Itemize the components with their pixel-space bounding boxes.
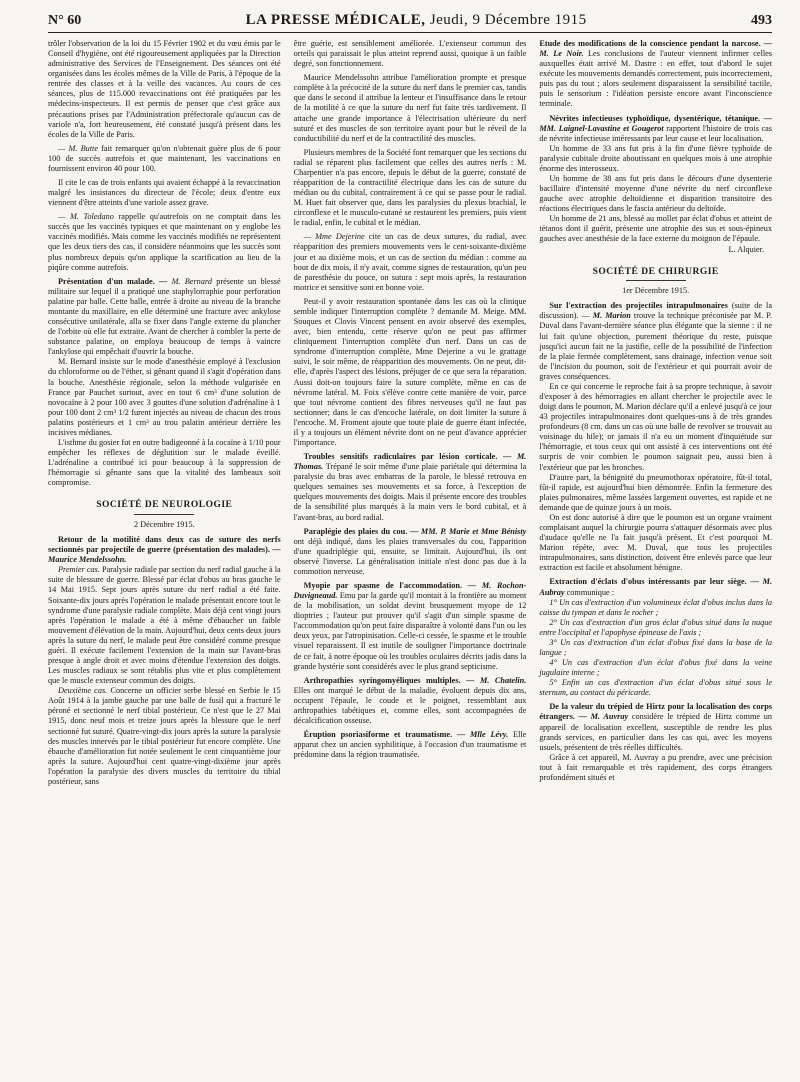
column-2 <box>294 39 527 787</box>
article-title: Troubles sensitifs radiculaires par lésion corticale. — <box>303 452 512 462</box>
paragraph <box>48 686 281 787</box>
paragraph: D'autre part, la bénignité du pneumothorax opératoire, fût-il total, fût-il rapide, est aujourd'hui bien démontrée. Enfin la fermeture des plaies pulmonaires, même lassées largement ouvertes, est rapide et ne demande que de quinze jours à un mois. <box>539 472 773 512</box>
page-header <box>48 12 772 33</box>
speaker-name: Maurice Mendelssohn. <box>48 555 127 565</box>
column-3 <box>539 39 772 787</box>
speaker-name: — Mme Dejerine <box>303 232 365 242</box>
paragraph: On est donc autorisé à dire que le poumon est un organe vraiment complaisant auquel la chirurgie pourra s'attaquer désormais avec plus d'audace qu'elle ne l'a fait jusqu'à présent. Et c'est pourquoi M. Marion répète, avec M. Duval, que tous les projectiles intrapulmonaires, sans distinction, doivent être enlevés parce que leur extraction est facile et absolument bénigne. <box>539 512 773 573</box>
paragraph: trôler l'observation de la loi du 15 Février 1902 et du vœu émis par le Conseil d'hygiène, ont été rigoureusement appliquées par la Direction administrative des Services de l'Enseignement. Des séances ont été organisées dans les écoles mêmes de la Ville de Paris, à l'époque de la rentrée des classes et à la veille des vacances. Au cours de ces séances, plus de 115.000 revaccinations ont été pratiquées par les médecins-inspecteurs. Il est permis de penser que c'est grâce aux précautions prises par l'Administration préfectorale qu'aucun cas de variole n'a, fort heureusement, été constaté jusqu'à présent dans les écoles de la Ville de Paris. <box>48 39 281 139</box>
article-title: Névrites infectieuses typhoïdique, dysentérique, tétanique. — <box>549 113 773 123</box>
paragraph-text: fait remarquer qu'on n'obtenait guère plus de 6 pour 100 de succès autrefois et que maintenant, les vaccinations en fournissent environ 40 pour 100. <box>48 143 281 173</box>
journal-title: LA PRESSE MÉDICALE, <box>245 12 426 28</box>
paragraph <box>48 565 281 686</box>
speaker-name: M. Thomas. <box>293 452 527 472</box>
paragraph-text: présente un blessé militaire sur lequel il a pratiqué une staphylorraphie pour perforation palatine par balle. Cette balle, entrée à droite au niveau de la branche montante du maxillaire, en elle déterminé une fracture avec ankylose consécutive unilatérale, alla se fixer dans l'angle externe du plancher de l'orbite où elle fut extraite. Avant de chercher à combler la perte de substance palatine, on employa beaucoup de temps à vaincre l'ankylose qui empêchait d'ouvrir la bouche. <box>48 276 281 357</box>
column-1 <box>48 39 281 787</box>
paragraph-text: Paralysie radiale par section du nerf radial gauche à la suite de blessure de guerre. Blessé par éclat d'obus au bras gauche le 14 Mai 1915. Sept jours après suture du nerf radial a été faite. Soixante-dix jours après l'opération le malade présentait encore tout le syndrome d'une paralysie radiale complète. Mais déjà cent vingt jours après l'opération le malade a été à même d'ébaucher un faible mouvement d'élévation de la main. Aujourd'hui, deux cents deux jours après la suture du nerf, le malade peut être considéré comme presque guéri. Il exécute facilement l'extension de la main sur l'avant-bras presque à angle droit et avec moins d'étendue l'extension des doigts. Les muscles radiaux se sont rétablis plus vite et plus complètement que le muscle extenseur commun des doigts. <box>48 565 281 686</box>
paragraph <box>539 301 772 382</box>
article-title: Éruption psoriasiforme et traumatisme. — <box>303 730 466 740</box>
list-item: 5° Enfin un cas d'extraction d'un éclat d'obus situé sous le sternum, au contact du péricarde. <box>539 678 773 698</box>
speaker-name: M. Rochon-Duvigneaud. <box>293 580 527 601</box>
section-heading: SOCIÉTÉ DE NEUROLOGIE <box>96 500 233 511</box>
paragraph <box>48 144 281 174</box>
columns <box>48 39 772 787</box>
paragraph <box>539 39 772 110</box>
speaker-name: M. Le Noir. <box>539 49 584 59</box>
paragraph-text: Elles ont marqué le début de la maladie, évoluent depuis dix ans, occupent l'épaule, le coude et le poignet, ressemblant aux arthropathies tabétiques et, comme elles, sont accompagnées de décalcification osseuse. <box>293 685 527 725</box>
list-item: 2° Un cas d'extraction d'un gros éclat d'obus situé dans la nuque entre l'occipital et l'apophyse épineuse de l'axis ; <box>539 617 773 637</box>
article-title: Paraplégie des plaies du cou. — <box>303 526 419 536</box>
section-date: 1er Décembre 1915. <box>622 286 690 296</box>
paragraph: M. Bernard insiste sur le mode d'anesthésie employé à l'exclusion du chloroforme ou de l'éther, si gênant quand il s'agit d'opération dans la bouche. Anesthésie régionale, selon la méthode vulgarisée en France par Pauchet surtout, avec en tout 6 cm³ d'une solution de novocaïne à 2 pour 100 avec 3 gouttes d'une solution d'adrénaline à 1 pour 100 dont 2 cm³ 1/2 furent injectés au niveau de chacun des trous palatins postérieurs et 1 cm³ au trou palatin antérieur derrière les incisives médianes. <box>48 357 281 437</box>
paragraph: L'isthme du gosier fut en outre badigeonné à la cocaïne à 1/10 pour empêcher les réflexes de déglutition sur le malade éveillé. L'adrénaline a contribué ici pour beaucoup à la suppression de l'hémorragie si gênante sans que la vitalité des lambeaux soit compromise. <box>48 437 281 488</box>
paragraph <box>294 581 527 672</box>
section-date: 2 Décembre 1915. <box>133 519 195 529</box>
paragraph-text: cite un cas de deux sutures, du radial, avec réapparition des premiers mouvements vers le cent-soixante-dixième jour et au dixième mois, et un cas de section du médian : comme au bout de dix mois, il n'y avait, comme signes de restauration, qu'un peu de paresthésie du pouce, on sutura : sept mois après, la restauration motrice et sensitive sont en bonne voie. <box>293 232 527 292</box>
speaker-name: — M. Toledano <box>58 212 114 222</box>
case-label: Premier cas. <box>58 565 100 575</box>
article-title: Sur l'extraction des projectiles intrapulmonaires <box>549 301 728 311</box>
paragraph: Un homme de 38 ans fut pris dans le décours d'une dysenterie bacillaire d'intensité moyenne d'une névrite du nerf circonflexe gauche avec atrophie deltoïdienne et disparition transitoire des réactions électriques dans le fascia antérieur du deltoïde. <box>539 174 773 214</box>
paragraph: Plusieurs membres de la Société font remarquer que les sections du radial se réparent plus facilement que celles des autres nerfs : M. Charpentier n'a pas encore, depuis le début de la guerre, constaté de réapparition de la contractilité électrique dans les cas de suture du médian ou du cubital, contrairement à ce qui se passe pour le radial. M. Huet fait observer que, dans les paralysies du plexus brachial, le circonflexe et le musculo-cutané se restaurent les premiers, puis vient le radial, enfin, le cubital et le médian. <box>293 147 527 228</box>
speaker-name: M. Chatelin. <box>474 675 527 685</box>
list-item: 4° Un cas d'extraction d'un éclat d'obus fixé dans la veine jugulaire interne ; <box>539 658 773 678</box>
speaker-name: M. Auvray <box>586 712 629 722</box>
paragraph-text: considère le trépied de Hirtz comme un appareil de localisation excellent, susceptible de rendre les plus grands services, en particulier dans les cas qui, avec les moyens usuels, présentent de très réelles difficultés. <box>539 712 773 752</box>
page-number: 493 <box>750 13 772 28</box>
section-rule <box>134 514 194 515</box>
section-heading: SOCIÉTÉ DE CHIRURGIE <box>592 266 719 277</box>
speaker-name: Mlle Lévy. <box>465 730 509 740</box>
paragraph-text: rapportent l'histoire de trois cas de névrite infectieuse intéressants par leur cause et leur localisation. <box>539 123 773 143</box>
paragraph <box>294 730 527 760</box>
speaker-name: M. Aubray <box>539 577 773 597</box>
speaker-name: M. Bernard <box>167 276 212 286</box>
paragraph: Maurice Mendelssohn attribue l'amélioration prompte et presque complète à la précocité de la suture du nerf dans le premier cas, tandis que dans le second il attribue la lenteur et l'insuffisance dans le retour de la motilité à ce que la suture du nerf fut faite très tardivement. Il attache une grande importance à l'électrisation ultérieure du nerf suturé et des muscles de son territoire ayant pour but le réveil de la conductibilité du nerf et de la contractilité des muscles. <box>293 73 527 143</box>
issue-number: N° 60 <box>48 13 82 28</box>
paragraph <box>294 452 527 523</box>
paragraph-text: communique : <box>564 587 615 597</box>
speaker-name: MM. Laignel-Lavastine et Gougerot <box>539 123 664 133</box>
paragraph: Peut-il y avoir restauration spontanée dans les cas où la clinique semble indiquer l'interruption complète ? demande M. Meige. MM. Souques et Clovis Vincent pensent en avoir observé des exemples, avec, bien entendu, cette réserve qu'on ne peut pas affirmer cliniquement l'interruption complète d'un nerf. Dans un cas de syndrome d'interruption complète, Mme Dejerine a vu le grattage suivi, le soir même, de réapparition des mouvements. On ne peut, dit-elle, d'après l'aspect des lésions, préjuger de ce que sera la réparation. Aussi doit-on toujours faire la suture complète, même en cas de névrome latéral. M. Foix s'élève contre cette manière de voir, parce que tout névrome contient des fibres nerveuses qu'il ne faut pas sectionner; dans le cas d'encoche latérale, on doit limiter la suture à l'encoche. M. Froment ajoute que toute plaie de guerre étant infectée, il y a toujours un élément névrite dont on ne peut d'avance apprécier l'importance. <box>293 296 527 447</box>
paragraph: Il cite le cas de trois enfants qui avaient échappé à la revaccination malgré les insistances du directeur de l'école; deux d'entre eux viennent d'être atteints d'une variole assez grave. <box>48 178 281 208</box>
paragraph-text: Concerne un officier serbe blessé en Serbie le 15 Août 1914 à la jambe gauche par une balle de fusil qui a fracturé le péroné et sectionné le nerf tibial postérieur. Ce n'est que le 27 Mai 1915, donc neuf mois et treize jours après la blessure que le nerf sectionné fut suturé. Quatre-vingt-dix jours après la suture la paralysie des muscles innervés par le tibial postérieur fut encore complète. Une ébauche d'amélioration fut notée seulement le cent cinquantième jour après la suture. Aujourd'hui cent quatre-vingt-dixième jour après l'opération la paralysie des divers muscles du territoire du tibial postérieur, sans <box>48 686 281 786</box>
article-title: Retour de la motilité dans deux cas de suture des nerfs sectionnés par projectile de guerre (présentation des malades). — <box>48 535 281 555</box>
article-title: De la valeur du trépied de Hirtz pour la localisation des corps étrangers. — <box>539 702 773 722</box>
article-title: Extraction d'éclats d'obus intéressants par leur siège. — <box>549 577 759 587</box>
paragraph <box>294 527 527 577</box>
paragraph <box>48 212 281 272</box>
paragraph <box>48 535 281 565</box>
paragraph-text: rappelle qu'autrefois on ne comptait dans les succès que les vaccinés typiques et que maintenant on y englobe les vaccinés modifiés. Mais comme les vaccinés modifiés ne représentent que les deux tiers des cas, il considère néanmoins que les succès sont plus nombreux depuis qu'on applique la scarification au lieu de la piqûre comme autrefois. <box>48 212 281 272</box>
paragraph: être guérie, est sensiblement améliorée. L'extenseur commun des orteils qui paraissait le plus atteint reprend aussi, quoique à un faible degré, son fonctionnement. <box>293 39 527 69</box>
paragraph: Un homme de 33 ans fut pris à la fin d'une fièvre typhoïde de paralysie cubitale droite aboutissant en quelques mois à une atrophie énorme des interosseux. <box>539 143 773 173</box>
paragraph-text: Trépané le soir même d'une plaie pariétale qui détermina la paralysie du bras avec embarras de la parole, le blessé retrouva en quelques semaines ses mouvements et sa force, à l'exception de quelques mouvements des doigts. Mais il présente encore des troubles de la sensibilité plus marqués à la main vers le bord cubital, et à l'avant-bras, au bord radial. <box>293 462 527 522</box>
paragraph: En ce qui concerne le reproche fait à sa propre technique, à savoir d'exposer à des hémorragies en allant chercher le projectile avec le doigt dans le poumon, M. Marion déclare qu'il a enlevé jusqu'à ce jour 43 projectiles intrapulmonaires dont quelques-uns à de très grandes profondeurs (8 cm. dans un cas où une balle de revolver se trouvait au voisinage du hile); or jamais il n'a eu un moment d'inquiétude sur l'hémorragie, et tous ceux qui ont assisté à ces interventions ont été surpris de voir combien le poumon saignait peu, aussi bien à l'extérieur que par les bronches. <box>539 381 773 472</box>
article-subtitle: (suite de la discussion). — <box>539 301 772 321</box>
paragraph <box>48 277 281 358</box>
paragraph <box>539 702 772 752</box>
paragraph-text: Les conclusions de l'auteur viennent infirmer celles auxquelles était arrivé M. Dastre : en effet, tout d'abord le sujet exécute les mouvements demandés correctement, puis incorrectement, puis pas du tout ; alors seulement disparaissent la sensibilité tactile, puis le sensorium : l'idéation persiste encore avant l'inconscience terminale. <box>539 49 773 109</box>
speaker-name: — M. Butte <box>58 143 99 153</box>
article-title: Myopie par spasme de l'accommodation. — <box>303 580 477 590</box>
paragraph <box>294 676 527 726</box>
paragraph: Grâce à cet appareil, M. Auvray a pu prendre, avec une précision tout à fait remarquable et très rapidement, des corps étrangers profondément situés et <box>539 752 773 782</box>
list-item: 1° Un cas d'extraction d'un volumineux éclat d'obus inclus dans la caisse du tympan et dans le rocher ; <box>539 597 773 617</box>
paragraph-text: Elle apparut chez un ancien syphilitique, à l'occasion d'un traumatisme et prédomine dans la région traumatisée. <box>293 730 527 760</box>
author-signature: L. Alquier. <box>728 244 765 254</box>
speaker-name: M. Marion <box>589 311 631 321</box>
list-item: 3° Un cas d'extraction d'un éclat d'obus fixé dans la base de la langue ; <box>539 637 773 657</box>
paragraph <box>539 114 772 144</box>
section-rule <box>626 280 686 281</box>
paragraph-text: Emu par la garde qu'il montait à la frontière au moment de la mobilisation, un soldat devint brusquement myope de 12 dioptries ; l'auteur put prouver qu'il s'agit d'un simple spasme de l'accommodation qu'on peut faire disparaître à volonté dans l'un ou les deux yeux, par l'atropinisation. Celle-ci cessée, le spasme et le trouble visuel reparaissent. Il est inutile de souligner l'importance doctrinale de ce fait, à notre époque où les troubles oculaires décrits jadis dans la grande hystérie sont considérés avec le plus grand septicisme. <box>293 591 527 671</box>
paragraph-text: trouve la technique préconisée par M. P. Duval dans l'avant-dernière séance plus élégante que la sienne : il ne lui fait qu'une objection, purement théorique du reste, puisque jusqu'ici aucun fait ne la justifie, celle de la possibilité de l'infection de la plaie fermée complètement, sans drainage, infection venue soit de l'incision du poumon, soit de l'extérieur et qui pourrait avoir de graves conséquences. <box>539 311 773 381</box>
paragraph <box>294 232 527 292</box>
paragraph <box>539 577 772 597</box>
article-title: Etude des modifications de la conscience pendant la narcose. — <box>539 39 773 48</box>
issue-date: Jeudi, 9 Décembre 1915 <box>425 12 587 28</box>
paragraph-text: ont déjà indiqué, dans les plaies transversales du cou, l'apparition d'une quadriplégie qui, ensuite, se limitait. Aujourd'hui, ils ont observé l'inverse. La généralisation initiale n'est donc pas due à la commotion nerveuse. <box>293 536 527 576</box>
case-label: Deuxième cas. <box>58 686 108 696</box>
speaker-name: MM. P. Marie et Mme Bénisty <box>418 526 527 536</box>
paragraph: Un homme de 21 ans, blessé au mollet par éclat d'obus et atteint de tétanos dont il guérit, présente une atrophie des sus et sous-épineux gauches avec anesthésie de la face externe du moignon de l'épaule. <box>539 214 773 244</box>
article-title: Arthropathies syringomyéliques multiples. — <box>303 675 475 685</box>
article-title: Présentation d'un malade. — <box>58 276 168 286</box>
masthead <box>246 12 587 29</box>
